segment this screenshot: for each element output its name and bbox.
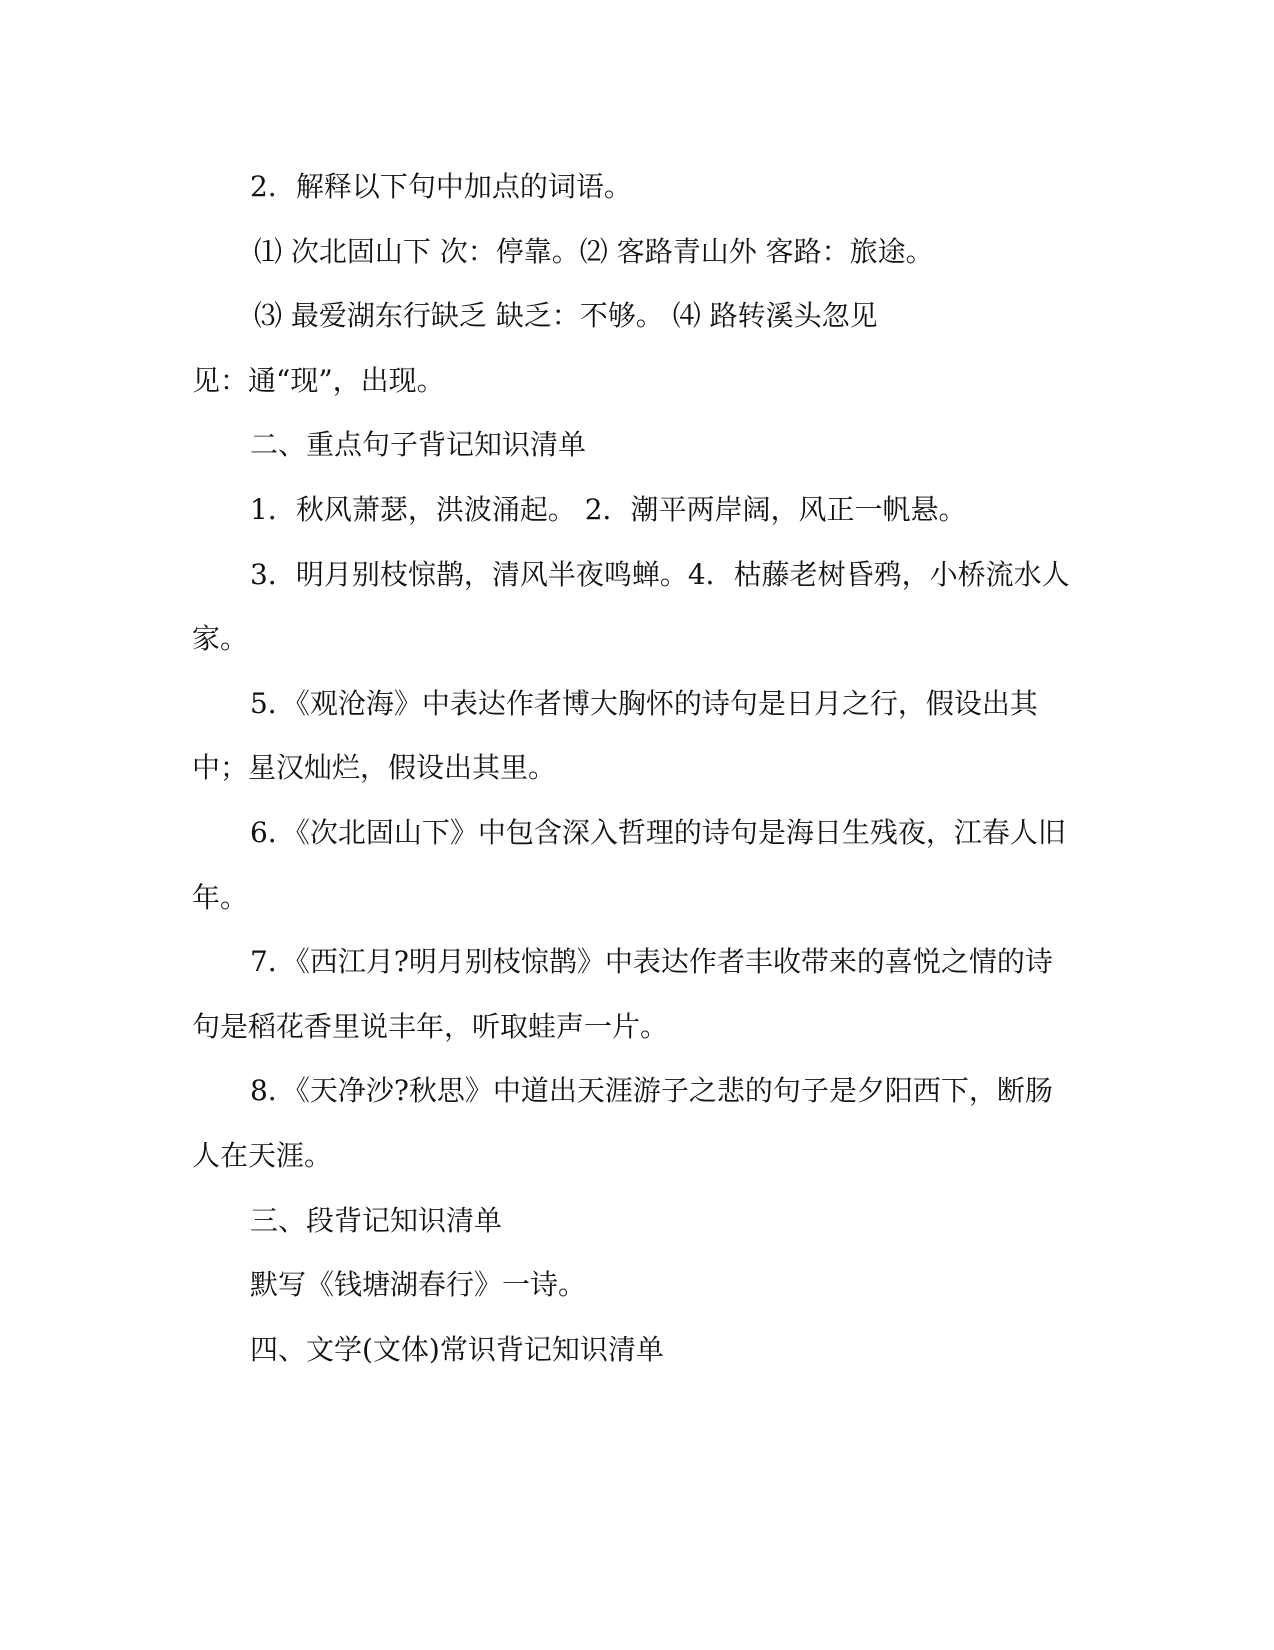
section-heading: 二、重点句子背记知识清单 (250, 428, 587, 462)
question-heading: 2．解释以下句中加点的词语。 (250, 170, 632, 203)
word-explanation-line: 见：通“现”，出现。 (192, 363, 445, 397)
document-body (192, 155, 1072, 1382)
sentence-item: 7．《西江月?明月别枝惊鹊》中表达作者丰收带来的喜悦之情的诗句是稻花香里说丰年，听取蛙声一片。 (192, 945, 1053, 1043)
section-heading: 三、段背记知识清单 (250, 1203, 503, 1237)
sentence-item: 6．《次北固山下》中包含深入哲理的诗句是海日生残夜，江春人旧年。 (192, 815, 1066, 914)
section-heading: 四、文学(文体)常识背记知识清单 (250, 1332, 664, 1366)
word-explanation-line: ⑴ 次北固山下 次：停靠。⑵ 客路青山外 客路：旅途。 (254, 234, 934, 268)
task-line: 默写《钱塘湖春行》一诗。 (250, 1268, 587, 1302)
sentence-item: 1．秋风萧瑟，洪波涌起。 2．潮平两岸阔，风正一帆悬。 (250, 492, 967, 526)
word-explanation-line: ⑶ 最爱湖东行缺乏 缺乏：不够。 ⑷ 路转溪头忽见 (254, 299, 878, 333)
sentence-item: 8．《天净沙?秋思》中道出天涯游子之悲的句子是夕阳西下，断肠人在天涯。 (192, 1074, 1053, 1172)
sentence-item: 5．《观沧海》中表达作者博大胸怀的诗句是日月之行，假设出其中；星汉灿烂，假设出其里。 (192, 686, 1038, 785)
sentence-item: 3．明月别枝惊鹊，清风半夜鸣蝉。4．枯藤老树昏鸦，小桥流水人家。 (192, 557, 1070, 656)
